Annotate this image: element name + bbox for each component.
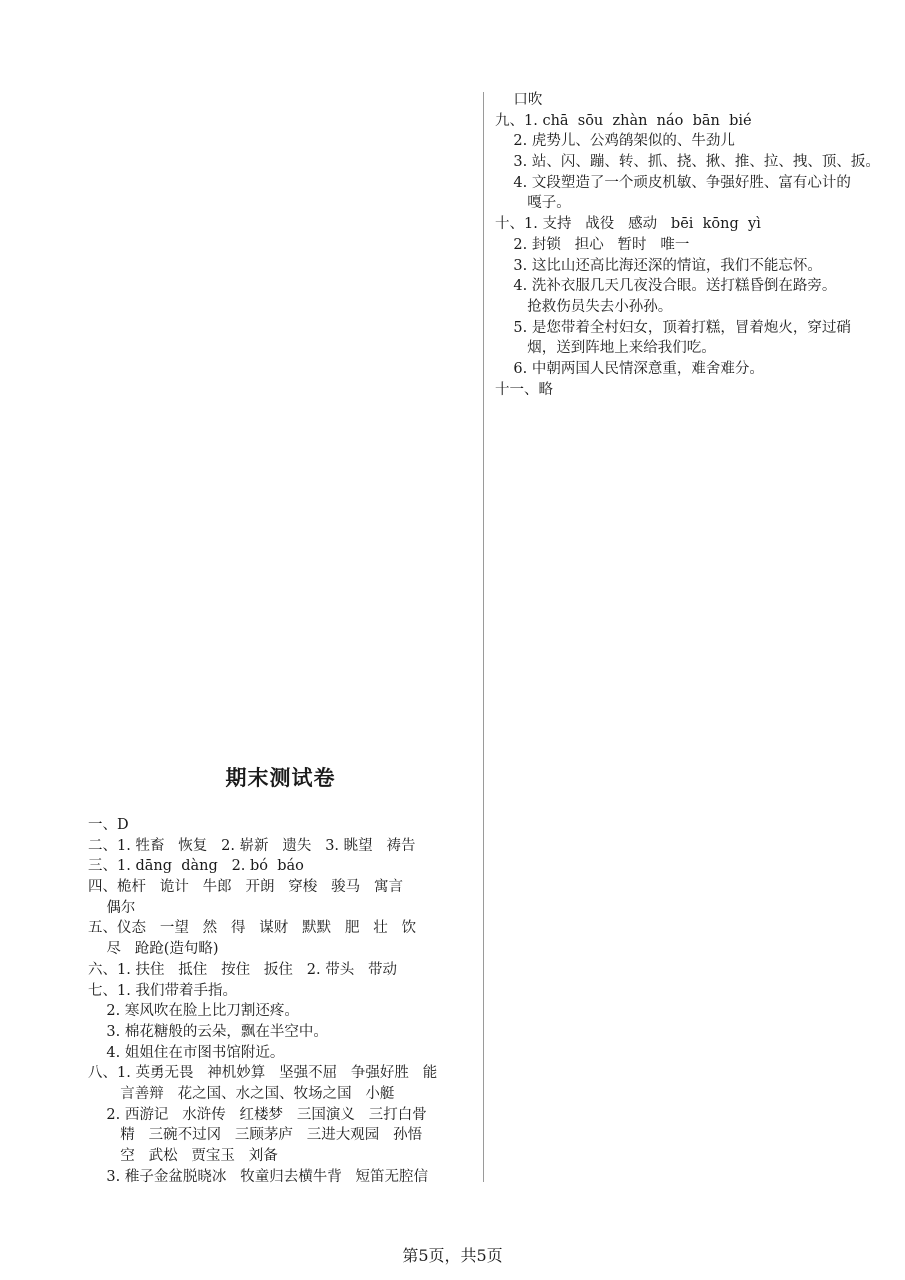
text-line: 尽 跄跄(造句略) — [88, 941, 219, 958]
text-line: 七、1. 我们带着手指。 — [88, 982, 237, 999]
page-footer: 第5页，共5页 — [402, 1246, 503, 1265]
text-line: 空 武松 贾宝玉 刘备 — [88, 1148, 278, 1164]
text-line: 一、D — [88, 817, 129, 833]
text-line: 3. 稚子金盆脱晓冰 牧童归去横牛背 短笛无腔信 — [88, 1168, 429, 1185]
text-line: 口吹 — [495, 92, 543, 108]
text-line: 十一、略 — [495, 381, 553, 398]
text-line: 3. 这比山还高比海还深的情谊，我们不能忘怀。 — [495, 257, 822, 274]
text-line: 2. 封锁 担心 暂时 唯一 — [495, 236, 690, 253]
right-column — [495, 90, 890, 400]
text-line: 四、桅杆 诡计 牛郎 开朗 穿梭 骏马 寓言 — [88, 879, 403, 896]
left-column — [88, 815, 473, 1187]
text-line: 嘎子。 — [495, 195, 571, 212]
text-line: 十、1. 支持 战役 感动 bēi kōng yì — [495, 216, 761, 233]
text-line: 4. 洗补衣服几天几夜没合眼。送打糕昏倒在路旁。 — [495, 278, 837, 295]
text-line: 抢救伤员失去小孙孙。 — [495, 298, 673, 315]
text-line: 3. 棉花糖般的云朵，飘在半空中。 — [88, 1023, 328, 1040]
text-line: 4. 文段塑造了一个顽皮机敏、争强好胜、富有心计的 — [495, 174, 851, 191]
text-line: 2. 西游记 水浒传 红楼梦 三国演义 三打白骨 — [88, 1106, 427, 1123]
text-line: 5. 是您带着全村妇女，顶着打糕，冒着炮火，穿过硝 — [495, 319, 851, 336]
text-line: 6. 中朝两国人民情深意重，难舍难分。 — [495, 360, 764, 377]
page-title: 期末测试卷 — [225, 766, 336, 790]
text-line: 二、1. 牲畜 恢复 2. 崭新 遗失 3. 眺望 祷告 — [88, 837, 416, 854]
text-line: 九、1. chā sōu zhàn náo bān bié — [495, 112, 752, 129]
text-line: 精 三碗不过冈 三顾茅庐 三进大观园 孙悟 — [88, 1127, 423, 1144]
text-line: 3. 站、闪、蹦、转、抓、挠、揪、推、拉、拽、顶、扳。 — [495, 154, 880, 171]
text-line: 偶尔 — [88, 899, 136, 916]
text-line: 言善辩 花之国、水之国、牧场之国 小艇 — [88, 1085, 395, 1102]
text-line: 2. 虎势儿、公鸡鹐架似的、牛劲儿 — [495, 133, 735, 150]
text-line: 4. 姐姐住在市图书馆附近。 — [88, 1044, 285, 1061]
column-divider — [483, 92, 484, 1182]
text-line: 五、仪态 一望 然 得 谋财 默默 肥 壮 饮 — [88, 920, 417, 937]
text-line: 六、1. 扶住 抵住 按住 扳住 2. 带头 带动 — [88, 961, 398, 978]
text-line: 烟，送到阵地上来给我们吃。 — [495, 340, 716, 357]
text-line: 三、1. dāng dàng 2. bó báo — [88, 858, 304, 875]
text-line: 2. 寒风吹在脸上比刀割还疼。 — [88, 1003, 299, 1020]
text-line: 八、1. 英勇无畏 神机妙算 坚强不屈 争强好胜 能 — [88, 1065, 438, 1082]
